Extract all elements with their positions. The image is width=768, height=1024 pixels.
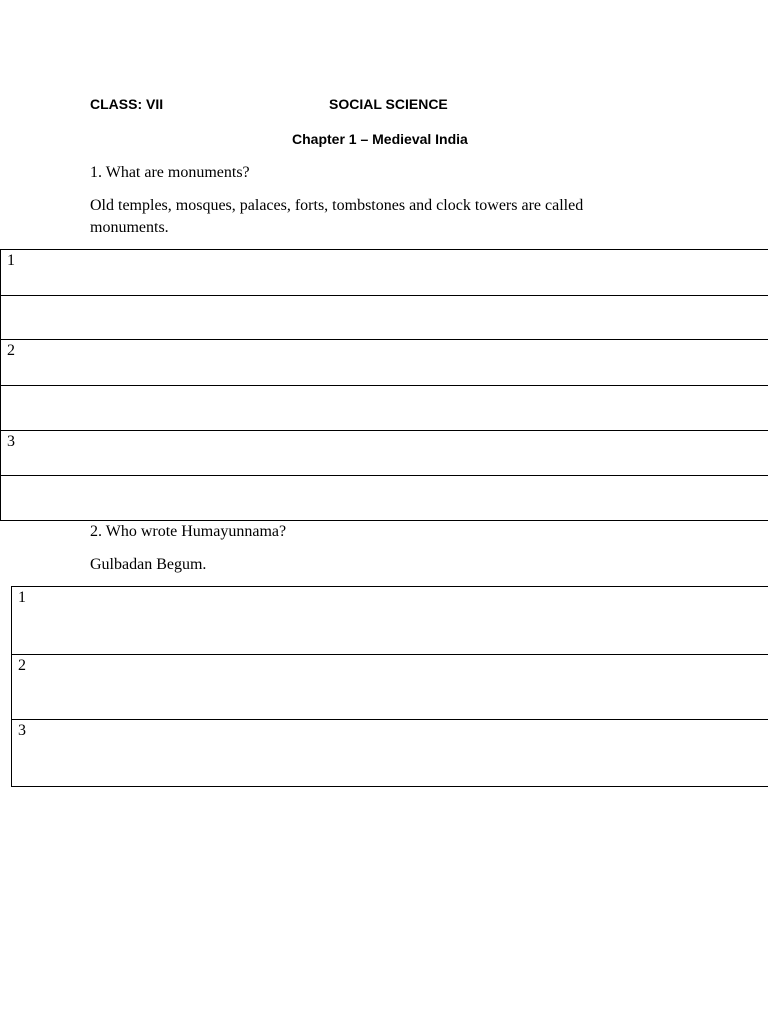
- table-row[interactable]: [12, 655, 768, 720]
- question-1: 1. What are monuments?: [90, 164, 250, 181]
- row-number: 2: [18, 657, 26, 674]
- table-row[interactable]: [1, 431, 768, 476]
- row-number: 3: [18, 722, 26, 739]
- row-number: 1: [18, 589, 26, 606]
- answer-table-2: [11, 586, 768, 787]
- answer-table-1: [0, 249, 768, 521]
- row-number: 2: [7, 342, 15, 359]
- table-row[interactable]: [1, 296, 768, 340]
- row-number: 1: [7, 252, 15, 269]
- table-row[interactable]: [1, 340, 768, 386]
- subject-title: SOCIAL SCIENCE: [329, 96, 448, 112]
- question-2: 2. Who wrote Humayunnama?: [90, 523, 287, 540]
- table-row[interactable]: [1, 250, 768, 296]
- chapter-title: Chapter 1 – Medieval India: [292, 131, 468, 147]
- table-row[interactable]: [1, 386, 768, 431]
- table-row[interactable]: [12, 587, 768, 655]
- answer-1: Old temples, mosques, palaces, forts, tombstones and clock towers are called monuments.: [90, 197, 584, 236]
- row-number: 3: [7, 433, 15, 450]
- table-row[interactable]: [1, 476, 768, 521]
- class-label: CLASS: VII: [90, 96, 164, 112]
- answer-2: Gulbadan Begum.: [90, 556, 207, 573]
- table-row[interactable]: [12, 720, 768, 787]
